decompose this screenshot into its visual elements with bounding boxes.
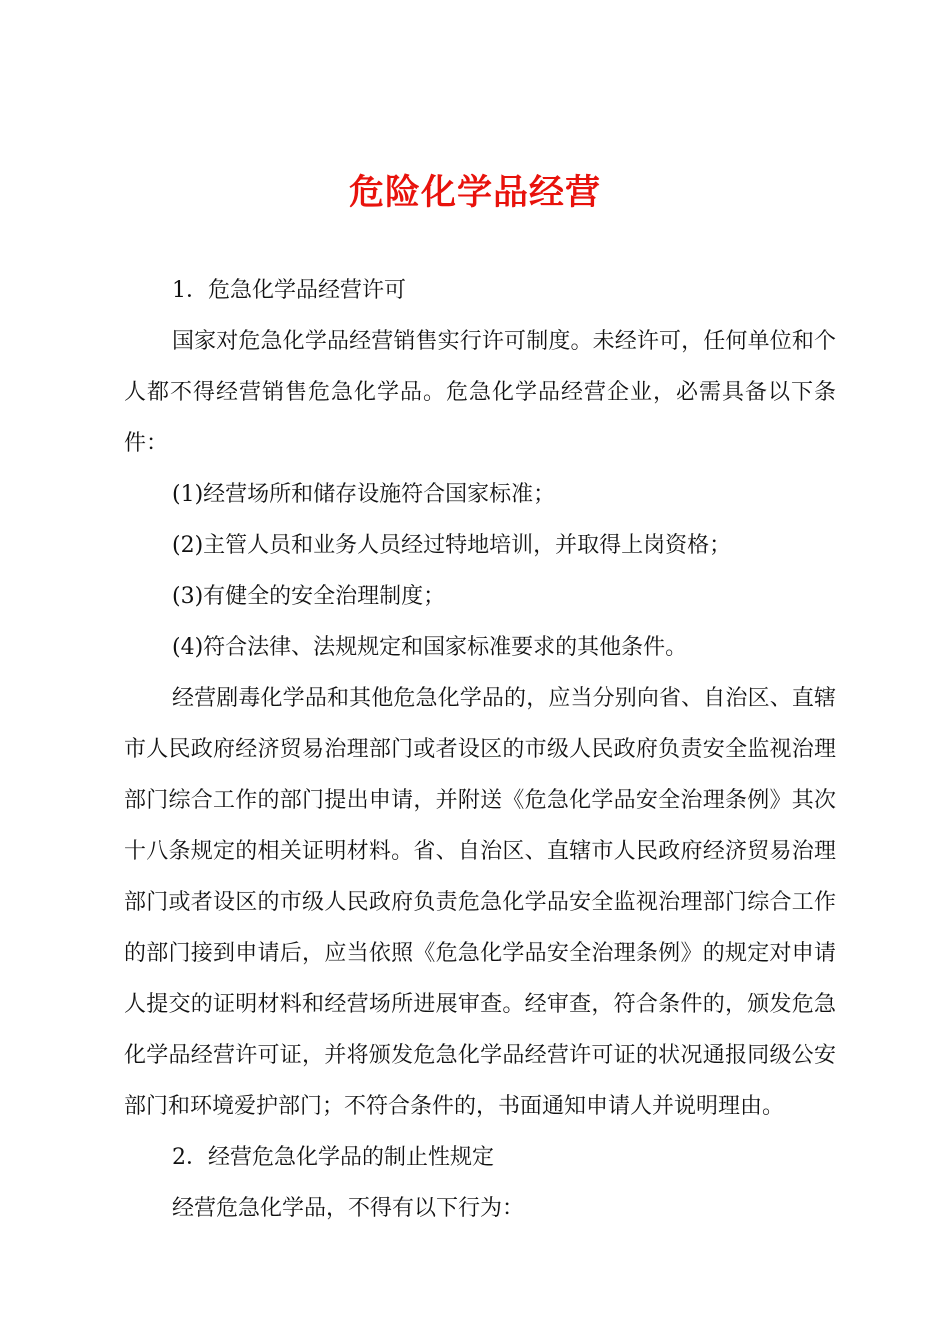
section-heading-2: 2．经营危急化学品的制止性规定 [172, 1145, 494, 1170]
paragraph-licensing-intro: 国家对危急化学品经营销售实行许可制度。未经许可，任何单位和个人都不得经营销售危急化学品。危急化学品经营企业，必需具备以下条件： [124, 329, 836, 456]
document-title: 危险化学品经营 [348, 173, 601, 213]
condition-item-1: (1)经营场所和储存设施符合国家标准； [172, 482, 556, 507]
condition-item-3: (3)有健全的安全治理制度； [172, 584, 446, 609]
section-heading-1: 1．危急化学品经营许可 [172, 278, 406, 303]
document-body [124, 265, 836, 1234]
paragraph-prohibited-intro: 经营危急化学品，不得有以下行为： [172, 1196, 525, 1221]
paragraph-application-process: 经营剧毒化学品和其他危急化学品的，应当分别向省、自治区、直辖市人民政府经济贸易治理部门或者设区的市级人民政府负责安全监视治理部门综合工作的部门提出申请，并附送《危急化学品安全治理条例》其次十八条规定的相关证明材料。省、自治区、直辖市人民政府经济贸易治理部门或者设区的市级人民政府负责危急化学品安全监视治理部门综合工作的部门接到申请后，应当依照《危急化学品安全治理条例》的规定对申请人提交的证明材料和经营场所进展审查。经审查，符合条件的，颁发危急化学品经营许可证，并将颁发危急化学品经营许可证的状况通报同级公安部门和环境爱护部门；不符合条件的，书面通知申请人并说明理由。 [124, 686, 836, 1119]
condition-item-2: (2)主管人员和业务人员经过特地培训，并取得上岗资格； [172, 533, 732, 558]
condition-item-4: (4)符合法律、法规规定和国家标准要求的其他条件。 [172, 635, 688, 660]
